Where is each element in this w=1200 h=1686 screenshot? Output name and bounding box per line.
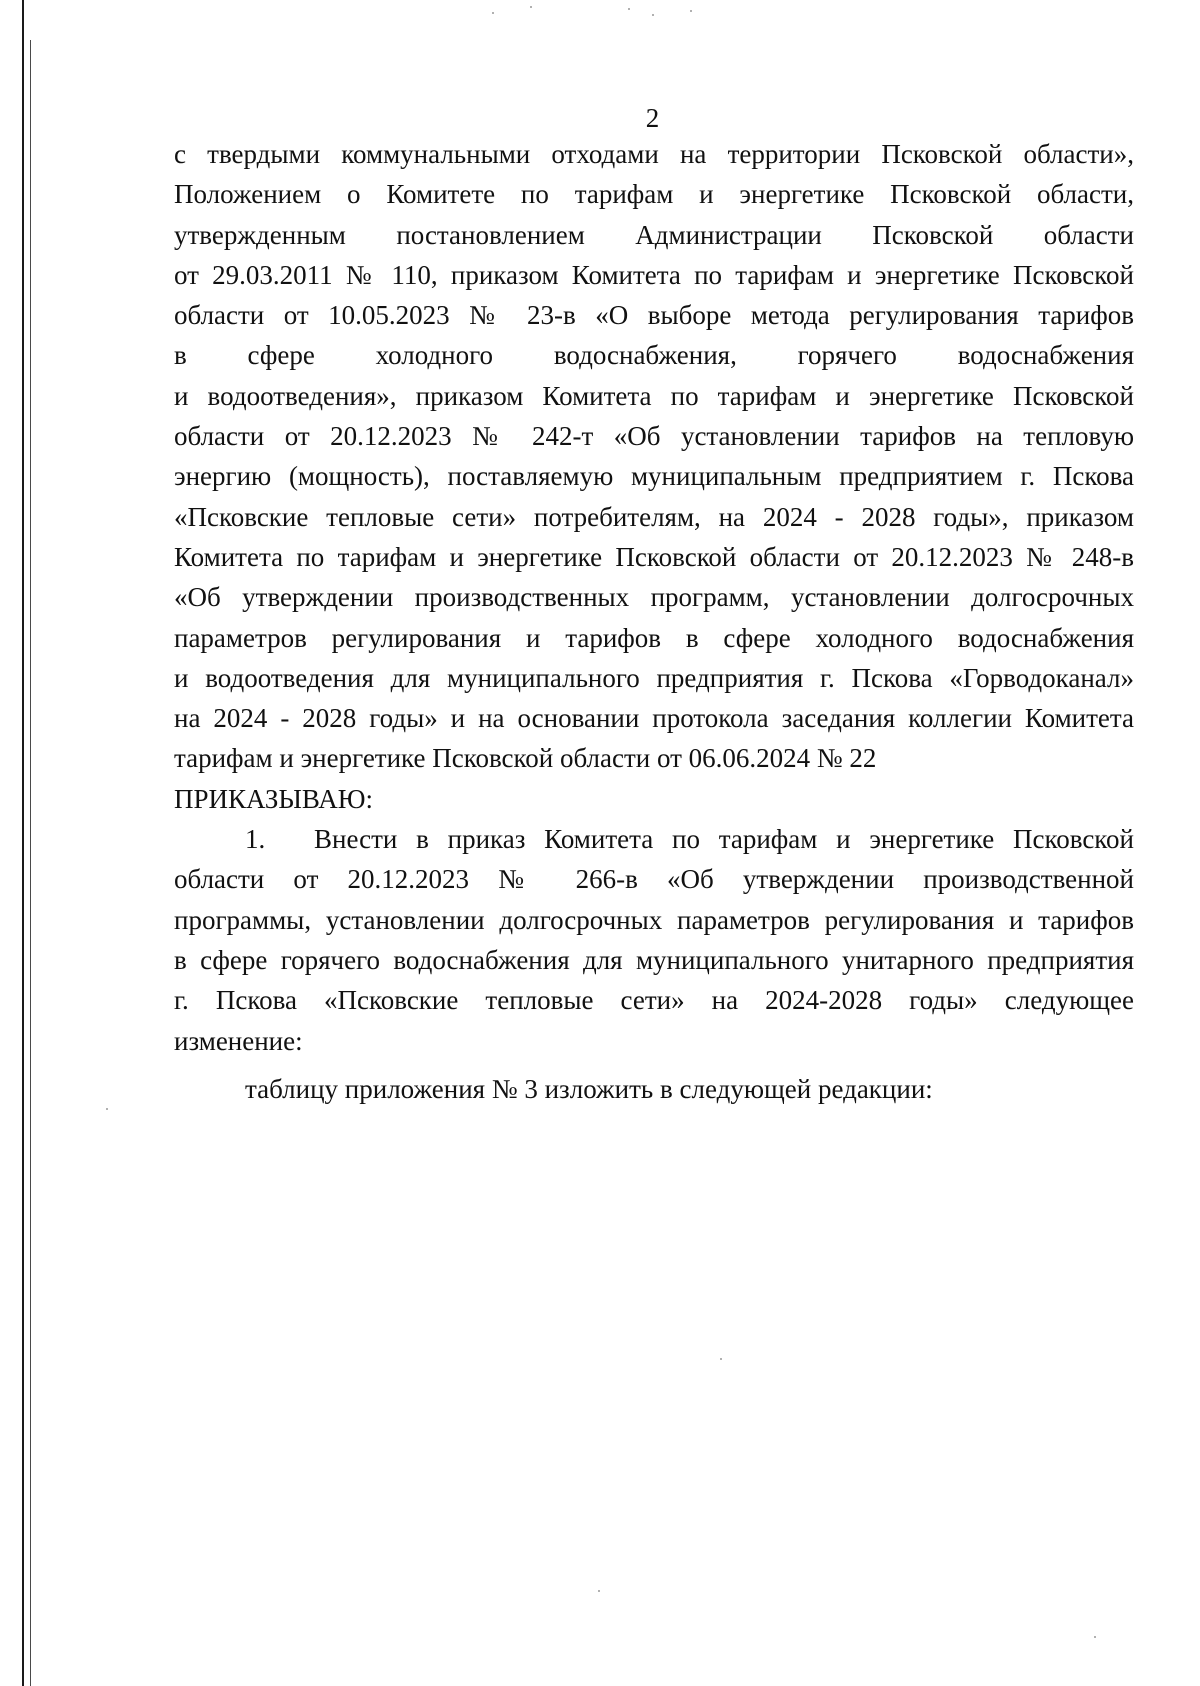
scan-speck [598,1590,600,1592]
scan-speck [720,1358,722,1360]
item-1-line: г. Пскова «Псковские тепловые сети» на 2024-2028 годы» следующее [174,985,1134,1016]
item-1-line: программы, установлении долгосрочных параметров регулирования и тарифов [174,904,1134,935]
scan-edge-line [22,0,24,1686]
page-number: 2 [645,103,660,133]
text-line: на 2024 - 2028 годы» и на основании протокола заседания коллегии Комитета [174,703,1134,734]
scan-speck [492,12,494,14]
document-body [174,134,1134,1109]
item-1-line: в сфере горячего водоснабжения для муниципального унитарного предприятия [174,944,1134,975]
text-line: и водоотведения для муниципального предприятия г. Пскова «Горводоканал» [174,662,1134,693]
text-line: от 29.03.2011 № 110, приказом Комитета по тарифам и энергетике Псковской [174,259,1134,290]
redaction-line: таблицу приложения № 3 изложить в следующей редакции: [245,1073,933,1104]
text-line: в сфере холодного водоснабжения, горячего водоснабжения [174,340,1134,371]
item-1-first-line [174,819,1134,859]
text-line: энергию (мощность), поставляемую муниципальным предприятием г. Пскова [174,461,1134,492]
text-line: утвержденным постановлением Администрации Псковской области [174,219,1134,250]
text-line: «Псковские тепловые сети» потребителям, на 2024 - 2028 годы», приказом [174,501,1134,532]
item-1-text: Внести в приказ Комитета по тарифам и энергетике Псковской [314,824,1134,855]
text-line: Комитета по тарифам и энергетике Псковской области от 20.12.2023 № 248-в [174,541,1134,572]
text-line: области от 10.05.2023 № 23-в «О выборе метода регулирования тарифов [174,300,1134,331]
text-line: Положением о Комитете по тарифам и энергетике Псковской области, [174,179,1134,210]
item-1-line: области от 20.12.2023 № 266-в «Об утверждении производственной [174,864,1134,895]
text-line: области от 20.12.2023 № 242-т «Об установлении тарифов на тепловую [174,421,1134,452]
item-1-line: изменение: [174,1025,303,1056]
scan-speck [652,14,654,16]
text-line: с твердыми коммунальными отходами на территории Псковской области», [174,139,1134,169]
scan-edge-line-inner [30,40,31,1686]
text-line: параметров регулирования и тарифов в сфере холодного водоснабжения [174,622,1134,653]
order-word: ПРИКАЗЫВАЮ: [174,783,373,814]
text-line: и водоотведения», приказом Комитета по тарифам и энергетике Псковской [174,380,1134,411]
item-1-number: 1. [245,824,266,855]
scan-speck [628,8,630,10]
scan-speck [1094,1636,1096,1638]
scan-speck [690,10,692,12]
scan-speck [530,6,532,8]
text-line: тарифам и энергетике Псковской области от 06.06.2024 № 22 [174,743,877,774]
scan-speck [106,1108,108,1110]
text-line: «Об утверждении производственных программ, установлении долгосрочных [174,582,1134,613]
